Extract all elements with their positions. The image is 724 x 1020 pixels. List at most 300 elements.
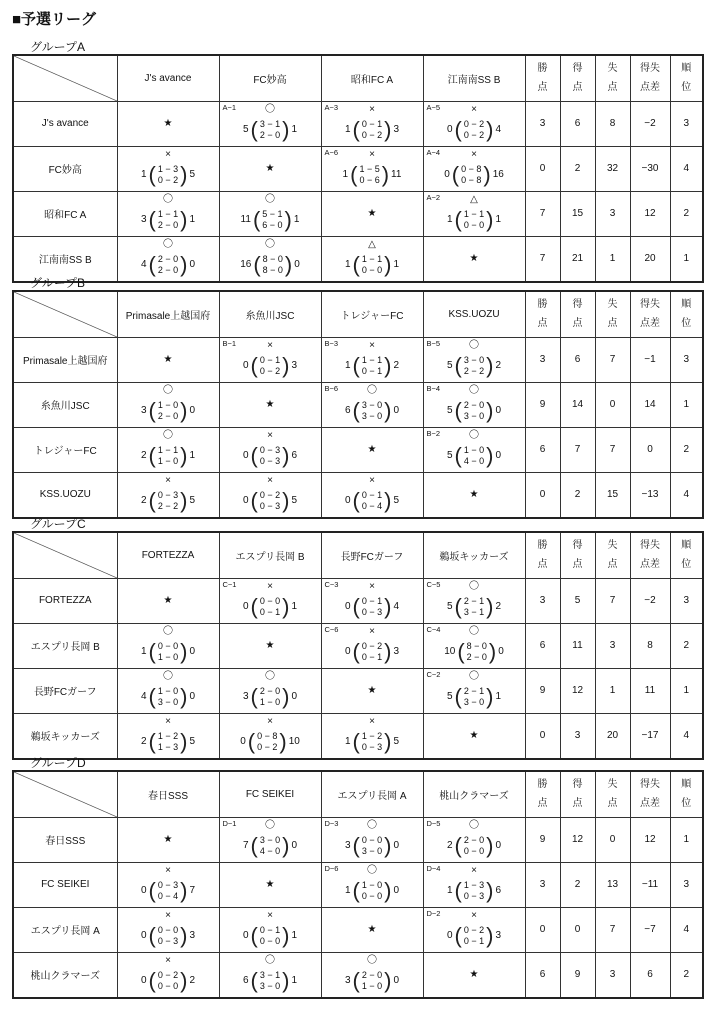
rank-cell: 1 [670,817,703,862]
match-result [118,428,219,472]
row-team-name: Primasale上越国府 [13,337,117,382]
bracket-right: ) [486,922,494,948]
bracket-right: ) [486,116,494,142]
match-result-cell [321,578,423,623]
stat-header [560,532,595,578]
column-team-name: J's avance [117,55,219,101]
points-cell: 0 [525,907,560,952]
first-half-score: 0 − 1 [259,924,281,935]
bracket-right: ) [284,251,293,277]
bracket-left: ( [148,638,156,664]
bracket-left: ( [454,683,462,709]
score-line [220,442,321,468]
goal-difference-cell: 11 [630,668,670,713]
result-mark: × [369,339,375,351]
column-team-name: トレジャーFC [321,291,423,337]
score-line [220,922,321,948]
rank-cell: 3 [670,862,703,907]
goals-for-cell: 5 [560,578,595,623]
match-result [118,192,219,236]
bracket-left: ( [148,161,156,187]
second-half-score: 0 − 4 [361,500,383,511]
total-score-for: 3 [344,975,351,986]
first-half-score: 3 − 0 [259,834,281,845]
bracket-right: ) [180,728,188,754]
rank-cell: 4 [670,146,703,191]
half-scores [158,880,178,902]
column-team-name: FORTEZZA [117,532,219,578]
bracket-left: ( [454,206,462,232]
self-match-cell [117,337,219,382]
result-mark: × [369,474,375,486]
score-line [118,442,219,468]
match-code: B−6 [324,383,339,393]
result-mark: × [165,715,171,727]
stat-header [595,771,630,817]
match-result [322,338,423,382]
score-line [322,877,423,903]
match-result-cell [423,668,525,713]
half-scores [158,490,178,512]
self-match-cell [423,472,525,518]
match-result-cell [321,817,423,862]
match-result-cell [117,623,219,668]
match-code: B−3 [324,338,339,348]
goals-against-cell: 7 [595,578,630,623]
first-half-score: 1 − 2 [361,730,383,741]
bracket-right: ) [486,352,494,378]
goal-difference-cell: −30 [630,146,670,191]
star-icon: ★ [265,879,275,890]
bracket-left: ( [253,251,261,277]
goals-against-cell: 1 [595,236,630,282]
bracket-left: ( [148,683,156,709]
result-mark: × [369,715,375,727]
goal-difference-cell: −2 [630,578,670,623]
score-line [220,593,321,619]
match-result-cell [117,862,219,907]
bracket-right: ) [282,116,290,142]
result-mark: × [165,864,171,876]
second-half-score: 0 − 1 [361,365,383,376]
star-icon: ★ [367,924,377,935]
goals-against-cell: 7 [595,427,630,472]
total-score-against: 0 [495,840,502,851]
score-line [322,728,423,754]
corner-cell [13,532,117,578]
first-half-score: 0 − 2 [361,640,383,651]
bracket-left: ( [454,593,462,619]
score-line [322,251,423,277]
first-half-score: 0 − 2 [463,118,485,129]
total-score-for: 5 [446,450,453,461]
half-scores [362,596,382,618]
bracket-left: ( [250,683,258,709]
total-score-against: 11 [391,169,402,180]
half-scores [260,925,280,947]
bracket-left: ( [148,877,156,903]
bracket-right: ) [282,442,290,468]
total-score-against: 2 [495,360,502,371]
total-score-against: 5 [189,169,196,180]
total-score-for: 0 [140,975,147,986]
league-table [12,531,704,760]
points-cell: 0 [525,713,560,759]
match-result-cell [423,427,525,472]
goals-against-cell: 20 [595,713,630,759]
second-half-score: 4 − 0 [463,455,485,466]
total-score-for: 3 [140,214,147,225]
match-result [424,383,525,427]
match-code: A−6 [324,147,339,157]
result-mark: × [471,909,477,921]
rank-cell: 3 [670,578,703,623]
half-scores [362,490,382,512]
match-result [118,714,219,758]
match-result-cell [423,907,525,952]
bracket-left: ( [148,206,156,232]
table-row [13,191,703,236]
total-score-for: 1 [344,124,351,135]
total-score-against: 0 [294,259,300,270]
stat-header-line: 得 [572,299,583,311]
total-score-for: 5 [446,360,453,371]
bracket-left: ( [148,922,156,948]
stat-header-line: 勝 [537,540,548,552]
rank-cell: 2 [670,191,703,236]
stat-header-line: 位 [681,798,692,810]
total-score-against: 4 [495,124,502,135]
match-result-cell [321,101,423,146]
goals-for-cell: 11 [560,623,595,668]
stat-header-line: 順 [681,779,692,791]
second-half-score: 0 − 8 [461,174,482,185]
bracket-right: ) [384,728,392,754]
bracket-left: ( [454,832,462,858]
first-half-score: 3 − 1 [259,118,281,129]
match-result [424,669,525,713]
match-result [424,147,525,191]
half-scores [260,445,280,467]
match-result [118,624,219,668]
stat-header [560,291,595,337]
match-result-cell [219,427,321,472]
bracket-right: ) [180,922,188,948]
goals-against-cell: 0 [595,817,630,862]
column-team-name: 糸魚川JSC [219,291,321,337]
first-half-score: 8 − 0 [466,640,487,651]
self-match-cell [219,862,321,907]
stat-header [560,771,595,817]
table-row [13,907,703,952]
bracket-right: ) [384,487,392,513]
league-table [12,54,704,283]
stat-header-line: 点 [537,798,548,810]
result-mark: × [267,715,273,727]
match-code: B−2 [426,428,441,438]
match-result [220,669,321,713]
match-result-cell [321,337,423,382]
bracket-right: ) [180,683,188,709]
match-result-cell [219,337,321,382]
goals-against-cell: 13 [595,862,630,907]
match-result-cell [219,817,321,862]
first-half-score: 0 − 0 [361,834,383,845]
half-scores [362,119,382,141]
total-score-against: 0 [189,691,196,702]
goals-against-cell: 32 [595,146,630,191]
result-mark: × [165,909,171,921]
rank-cell: 1 [670,668,703,713]
table-row [13,427,703,472]
bracket-left: ( [352,352,360,378]
star-icon: ★ [265,399,275,410]
match-result [322,102,423,146]
first-half-score: 1 − 3 [463,879,485,890]
stat-header-line: 勝 [537,779,548,791]
stat-header [630,291,670,337]
bracket-right: ) [180,487,188,513]
score-line [220,728,321,754]
match-result-cell [219,907,321,952]
total-score-for: 6 [344,405,351,416]
self-match-cell [321,191,423,236]
half-scores [158,400,178,422]
match-code: C−3 [324,579,339,589]
total-score-against: 6 [291,450,298,461]
stat-header-line: 失 [607,63,618,75]
half-scores [262,209,282,231]
result-mark: 〇 [163,670,173,682]
row-team-name: FC妙高 [13,146,117,191]
total-score-against: 1 [393,259,400,270]
star-icon: ★ [265,640,275,651]
bracket-right: ) [180,251,188,277]
match-result-cell [321,713,423,759]
stat-header [560,55,595,101]
first-half-score: 0 − 1 [361,595,383,606]
second-half-score: 3 − 1 [463,606,485,617]
score-line [118,487,219,513]
stat-header [670,771,703,817]
score-line [424,397,525,423]
score-line [220,352,321,378]
half-scores [464,445,484,467]
column-team-name: 桃山クラマーズ [423,771,525,817]
bracket-left: ( [454,352,462,378]
bracket-left: ( [454,397,462,423]
goal-difference-cell: −11 [630,862,670,907]
bracket-right: ) [486,593,494,619]
half-scores [158,164,178,186]
match-code: D−5 [426,818,441,828]
goal-difference-cell: 14 [630,382,670,427]
result-mark: 〇 [265,103,275,115]
first-half-score: 0 − 0 [157,640,179,651]
total-score-against: 1 [291,975,298,986]
half-scores [362,641,382,663]
result-mark: 〇 [367,819,377,831]
stat-header-line: 点 [607,559,618,571]
bracket-right: ) [486,832,494,858]
half-scores [158,254,178,276]
total-score-for: 0 [344,646,351,657]
total-score-for: 1 [446,885,453,896]
second-half-score: 3 − 0 [361,410,383,421]
result-mark: 〇 [367,954,377,966]
first-half-score: 2 − 0 [157,253,179,264]
result-mark: × [471,148,477,160]
result-mark: △ [368,238,376,250]
result-mark: 〇 [469,339,479,351]
row-team-name: トレジャーFC [13,427,117,472]
total-score-for: 11 [240,214,251,225]
bracket-left: ( [451,161,460,187]
stat-header-line: 得失 [640,299,660,311]
points-cell: 6 [525,952,560,998]
match-result-cell [219,713,321,759]
total-score-against: 3 [495,930,502,941]
second-half-score: 0 − 2 [463,129,485,140]
star-icon: ★ [163,834,173,845]
second-half-score: 0 − 0 [259,935,281,946]
second-half-score: 0 − 0 [361,890,383,901]
total-score-against: 2 [189,975,196,986]
second-half-score: 0 − 2 [259,365,281,376]
stat-header [525,771,560,817]
stat-header-line: 点 [537,82,548,94]
bracket-right: ) [488,638,497,664]
result-mark: 〇 [367,864,377,876]
bracket-right: ) [180,397,188,423]
first-half-score: 3 − 1 [259,969,281,980]
second-half-score: 2 − 2 [463,365,485,376]
match-result-cell [219,472,321,518]
match-code: A−4 [426,147,441,157]
bracket-right: ) [282,593,290,619]
score-line [424,638,525,664]
match-result [424,818,525,862]
bracket-left: ( [352,728,360,754]
table-row [13,146,703,191]
rank-cell: 2 [670,427,703,472]
goal-difference-cell: 12 [630,817,670,862]
total-score-for: 0 [140,885,147,896]
goals-for-cell: 2 [560,146,595,191]
corner-cell [13,771,117,817]
total-score-against: 1 [291,930,298,941]
bracket-right: ) [180,877,188,903]
match-result-cell [423,101,525,146]
half-scores [158,209,178,231]
bracket-right: ) [384,967,392,993]
table-row [13,623,703,668]
bracket-right: ) [384,251,392,277]
first-half-score: 0 − 3 [259,444,281,455]
stat-header-line: 順 [681,63,692,75]
row-team-name: エスプリ長岡 B [13,623,117,668]
match-result-cell [321,382,423,427]
half-scores [464,355,484,377]
match-result [220,818,321,862]
half-scores [158,731,178,753]
match-result [424,428,525,472]
second-half-score: 4 − 0 [259,845,281,856]
half-scores [362,970,382,992]
result-mark: 〇 [469,819,479,831]
match-result [322,863,423,907]
score-line [322,967,423,993]
result-mark: × [165,148,171,160]
self-match-cell [219,382,321,427]
stat-header-line: 得 [572,779,583,791]
stat-header-line: 位 [681,318,692,330]
match-result-cell [321,623,423,668]
group-label: グループC [30,517,86,531]
match-code: C−4 [426,624,441,634]
points-cell: 3 [525,101,560,146]
match-code: A−3 [324,102,339,112]
match-result-cell [219,952,321,998]
goals-against-cell: 7 [595,907,630,952]
score-line [220,487,321,513]
match-result [220,908,321,952]
corner-cell [13,291,117,337]
row-team-name: FC SEIKEI [13,862,117,907]
first-half-score: 0 − 1 [361,489,383,500]
stat-header [630,771,670,817]
goals-for-cell: 2 [560,472,595,518]
bracket-right: ) [180,638,188,664]
second-half-score: 0 − 0 [361,264,383,275]
column-team-name: 春日SSS [117,771,219,817]
second-half-score: 0 − 0 [157,980,179,991]
bracket-left: ( [352,593,360,619]
self-match-cell [117,578,219,623]
match-code: D−6 [324,863,339,873]
bracket-right: ) [384,877,392,903]
stat-header [670,291,703,337]
bracket-left: ( [250,832,258,858]
row-team-name: FORTEZZA [13,578,117,623]
column-team-name: エスプリ長岡 A [321,771,423,817]
goals-for-cell: 7 [560,427,595,472]
score-line [118,206,219,232]
bracket-left: ( [352,967,360,993]
half-scores [260,686,280,708]
stat-header-line: 点 [537,559,548,571]
total-score-against: 16 [492,169,504,180]
row-team-name: 長野FCガーフ [13,668,117,713]
match-result-cell [219,236,321,282]
match-result-cell [219,668,321,713]
total-score-against: 7 [189,885,196,896]
result-mark: × [369,148,375,160]
bracket-left: ( [250,487,258,513]
score-line [322,487,423,513]
rank-cell: 2 [670,623,703,668]
row-team-name: KSS.UOZU [13,472,117,518]
half-scores [362,254,382,276]
first-half-score: 1 − 5 [359,163,380,174]
total-score-against: 0 [189,259,196,270]
second-half-score: 3 − 0 [259,980,281,991]
match-result [220,338,321,382]
total-score-for: 5 [446,601,453,612]
total-score-against: 5 [291,495,298,506]
half-scores [362,880,382,902]
table-row [13,862,703,907]
